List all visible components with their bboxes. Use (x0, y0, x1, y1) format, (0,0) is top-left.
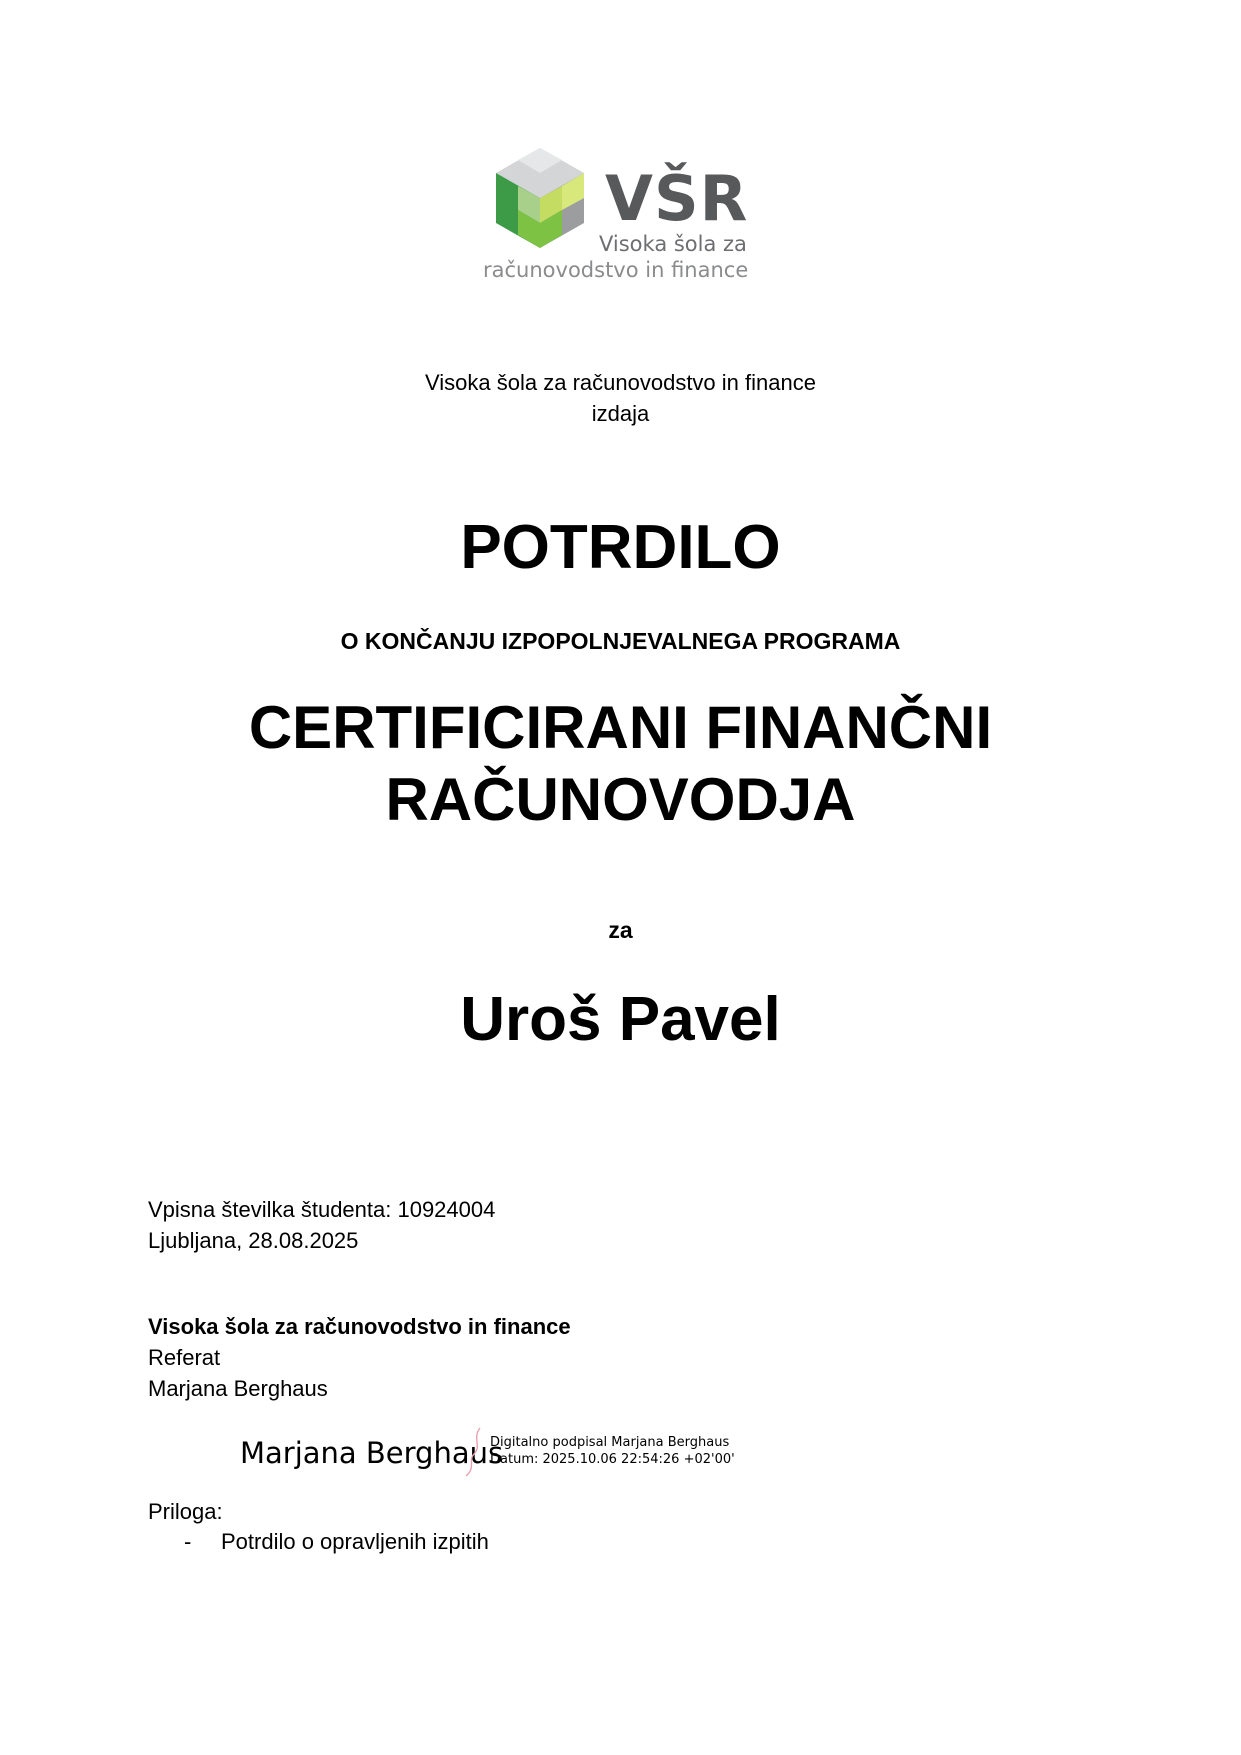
attachment-text: Potrdilo o opravljenih izpitih (221, 1529, 489, 1554)
student-number: Vpisna številka študenta: 10924004 (148, 1197, 496, 1222)
signatory-name: Marjana Berghaus (148, 1376, 328, 1401)
place-date: Ljubljana, 28.08.2025 (148, 1228, 359, 1253)
digital-signature-name: Marjana Berghaus (240, 1436, 504, 1470)
attachment-bullet: - (184, 1529, 192, 1554)
signature-date: Datum: 2025.10.06 22:54:26 +02'00' (490, 1452, 735, 1467)
attachments-label: Priloga: (148, 1499, 223, 1524)
institution-logo (480, 146, 760, 286)
signatory-organization: Visoka šola za računovodstvo in finance (148, 1314, 571, 1339)
issuer-verb: izdaja (591, 401, 650, 426)
signature-signed-by: Digitalno podpisal Marjana Berghaus (490, 1435, 730, 1450)
signature-flourish-icon (460, 1424, 488, 1480)
program-name-line2: RAČUNOVODJA (385, 766, 856, 833)
signature-metadata (490, 1434, 735, 1468)
program-name (0, 692, 1241, 836)
certificate-title: POTRDILO (460, 513, 781, 582)
logo-text-line1: Visoka šola za (599, 232, 747, 256)
program-name-line1: CERTIFICIRANI FINANČNI (248, 694, 993, 761)
for-label: za (608, 917, 633, 943)
issuer-name: Visoka šola za računovodstvo in finance (425, 370, 816, 395)
signatory-block (148, 1311, 571, 1404)
student-details (148, 1194, 495, 1256)
issuer-block (0, 367, 1241, 429)
signatory-department: Referat (148, 1345, 221, 1370)
logo-abbreviation: VŠR (605, 162, 749, 235)
attachment-item (184, 1526, 489, 1557)
certificate-subtitle: O KONČANJU IZPOPOLNJEVALNEGA PROGRAMA (340, 628, 901, 654)
logo-text-line2: računovodstvo in finance (483, 258, 749, 282)
recipient-name: Uroš Pavel (460, 985, 781, 1054)
hexagon-cube-icon (480, 146, 600, 266)
